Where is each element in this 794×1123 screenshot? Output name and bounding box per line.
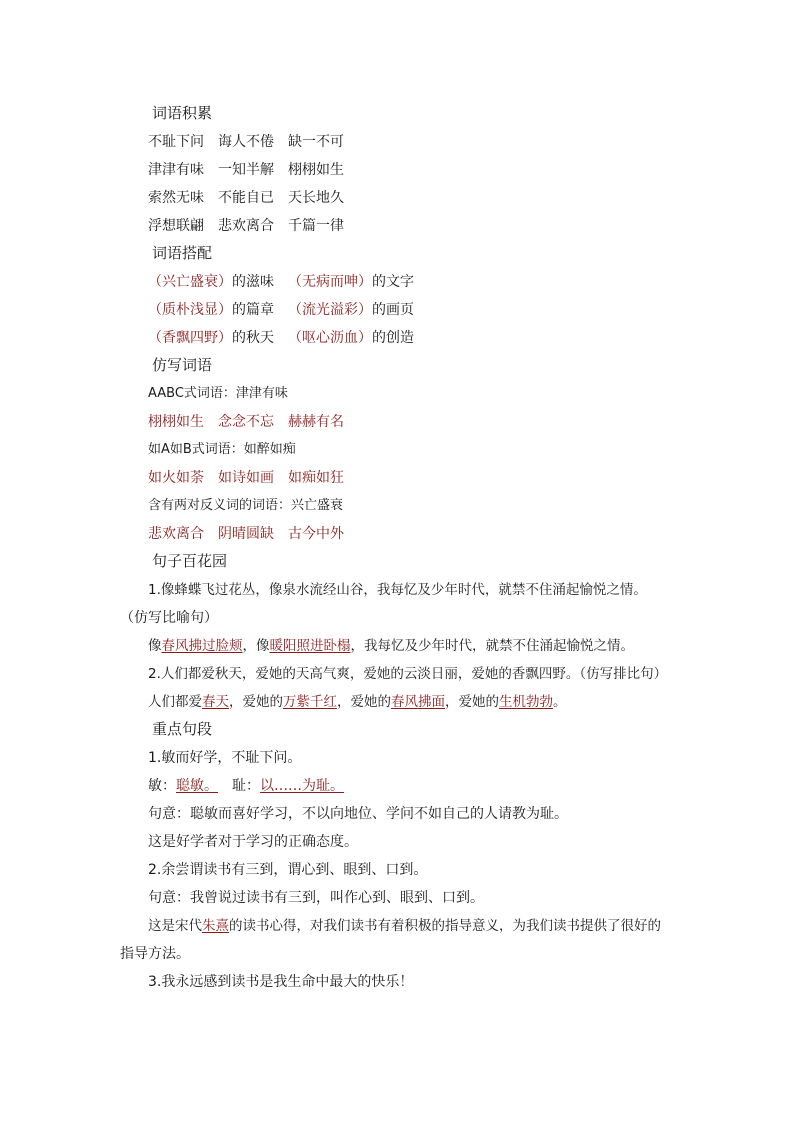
question-2: 2.人们都爱秋天，爱她的天高气爽，爱她的云淡日丽，爱她的香飘四野。（仿写排比句） — [148, 666, 668, 682]
pattern-prompt: 如A如B式词语：如醉如痴 — [148, 442, 296, 457]
question-1-hint: （仿写比喻句） — [120, 610, 218, 626]
answer-1: 像春风拂过脸颊，像暖阳照进卧榻，我每忆及少年时代，就禁不住涌起愉悦之情。 — [148, 638, 634, 654]
word-row: 浮想联翩 悲欢离合 千篇一律 — [148, 218, 344, 234]
collocation-row: （兴亡盛衰）的滋味 （无病而呻）的文字 — [148, 274, 414, 290]
pattern-prompt: AABC式词语：津津有味 — [148, 386, 288, 401]
sentence-1: 1.敏而好学，不耻下问。 — [148, 750, 302, 766]
heading-word-collocation: 词语搭配 — [152, 244, 213, 262]
pattern-prompt: 含有两对反义词的词语：兴亡盛衰 — [148, 498, 344, 513]
sentence-1-note: 这是好学者对于学习的正确态度。 — [148, 834, 358, 850]
heading-sentence-garden: 句子百花园 — [152, 552, 228, 570]
sentence-3: 3.我永远感到读书是我生命中最大的快乐！ — [148, 974, 414, 990]
word-row: 津津有味 一知半解 栩栩如生 — [148, 162, 344, 178]
heading-word-accumulation: 词语积累 — [152, 104, 213, 122]
answer-2: 人们都爱春天，爱她的万紫千红，爱她的春风拂面，爱她的生机勃勃。 — [148, 694, 567, 710]
sentence-1-definitions: 敏：聪敏。 耻：以……为耻。 — [148, 778, 344, 794]
collocation-row: （香飘四野）的秋天 （呕心沥血）的创造 — [148, 330, 414, 346]
collocation-row: （质朴浅显）的篇章 （流光溢彩）的画页 — [148, 302, 414, 318]
heading-key-passages: 重点句段 — [152, 720, 213, 738]
sentence-2-note: 这是宋代朱熹的读书心得，对我们读书有着积极的指导意义，为我们读书提供了很好的 — [148, 918, 661, 934]
heading-imitate-words: 仿写词语 — [152, 356, 213, 374]
word-row: 不耻下问 诲人不倦 缺一不可 — [148, 134, 344, 150]
sentence-2-meaning: 句意：我曾说过读书有三到，叫作心到、眼到、口到。 — [148, 890, 484, 906]
sentence-1-meaning: 句意：聪敏而喜好学习，不以向地位、学问不如自己的人请教为耻。 — [148, 806, 568, 822]
sentence-2: 2.余尝谓读书有三到，谓心到、眼到、口到。 — [148, 862, 428, 878]
word-row: 索然无味 不能自已 天长地久 — [148, 190, 344, 206]
question-1: 1.像蜂蝶飞过花丛，像泉水流经山谷，我每忆及少年时代，就禁不住涌起愉悦之情。 — [148, 582, 647, 598]
pattern-answers: 悲欢离合 阴晴圆缺 古今中外 — [148, 526, 344, 542]
pattern-answers: 如火如荼 如诗如画 如痴如狂 — [148, 470, 344, 486]
pattern-answers: 栩栩如生 念念不忘 赫赫有名 — [148, 414, 344, 430]
sentence-2-note-cont: 指导方法。 — [120, 946, 190, 962]
